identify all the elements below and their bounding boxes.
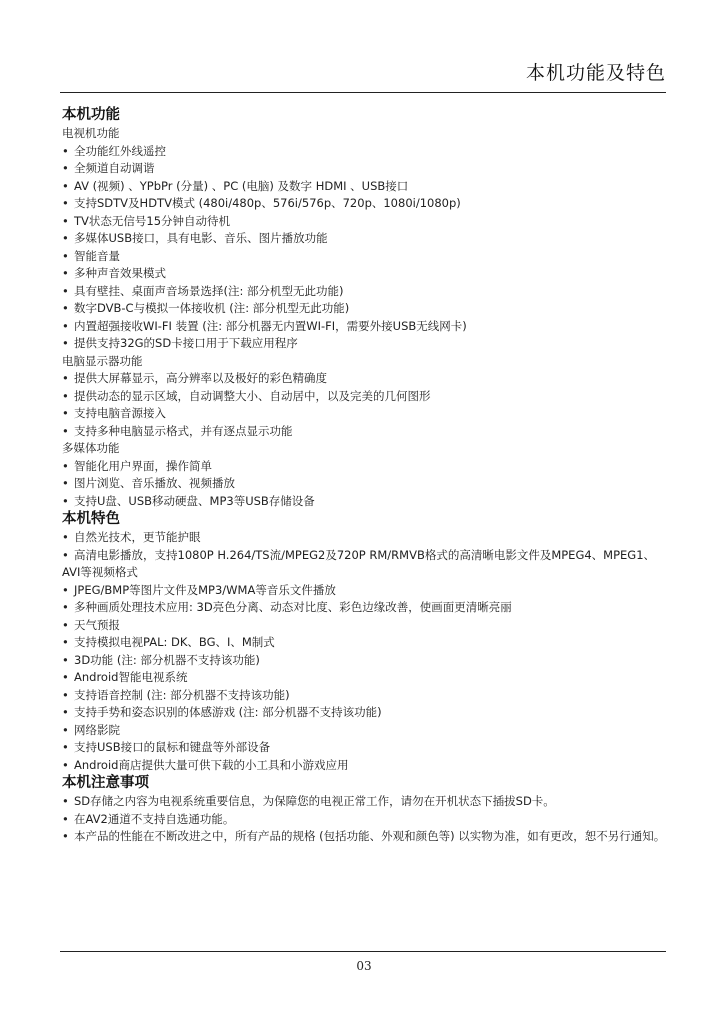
list-item: [62, 160, 666, 178]
list-item-text: 高清电影播放，支持1080P H.264/TS流/MPEG2及720P RM/RMVB格式的高清晰电影文件及MPEG4、MPEG1、AVI等视频格式: [62, 547, 656, 579]
list-item-text: 多种声音效果模式: [74, 266, 166, 280]
list-item: [62, 213, 666, 231]
list-item: [62, 230, 666, 248]
list-item-text: 网络影院: [74, 722, 120, 737]
list-item-text: 3D功能 (注: 部分机器不支持该功能): [74, 652, 260, 667]
list-item-text: 支持语音控制 (注: 部分机器不支持该功能): [74, 687, 290, 702]
bullet-icon: •: [62, 248, 69, 263]
feature-list: [62, 529, 666, 774]
bullet-icon: •: [62, 336, 69, 350]
list-item: [62, 669, 666, 687]
bullet-icon: •: [62, 670, 69, 684]
list-item-text: 支持多种电脑显示格式，并有逐点显示功能: [74, 423, 293, 438]
list-item-text: 图片浏览、音乐播放、视频播放: [74, 476, 235, 490]
list-item-text: 提供大屏幕显示，高分辨率以及极好的彩色精确度: [74, 371, 327, 385]
list-item: [62, 475, 666, 493]
list-item: [62, 195, 666, 213]
list-item: [62, 458, 666, 476]
list-item: [62, 265, 666, 283]
list-item: [62, 582, 666, 600]
header-divider: [60, 92, 666, 93]
bullet-icon: •: [62, 213, 69, 228]
list-item: [62, 493, 666, 511]
list-item: [62, 704, 666, 722]
list-item: [62, 300, 666, 318]
bullet-icon: •: [62, 617, 69, 632]
list-item: [62, 793, 666, 811]
subsection-tv: 电视机功能: [62, 126, 120, 140]
list-item: [62, 405, 666, 423]
bullet-icon: •: [62, 388, 69, 403]
list-item-text: 全功能红外线遥控: [74, 143, 166, 158]
list-item-text: 支持模拟电视PAL: DK、BG、I、M制式: [74, 635, 275, 649]
list-item: [62, 687, 666, 705]
list-item-text: 多媒体USB接口，具有电影、音乐、图片播放功能: [74, 231, 328, 245]
list-item-text: 多种画质处理技术应用: 3D亮色分离、动态对比度、彩色边缘改善，使画面更清晰亮丽: [74, 600, 512, 614]
list-item: [62, 423, 666, 441]
list-item-text: Android商店提供大量可供下载的小工具和小游戏应用: [74, 757, 349, 772]
page-header-title: 本机功能及特色: [525, 62, 666, 84]
bullet-icon: •: [62, 143, 69, 158]
list-item: [62, 283, 666, 301]
list-item: [62, 178, 666, 196]
list-item-text: 具有壁挂、桌面声音场景选择(注: 部分机型无此功能): [74, 283, 344, 298]
section-title-features: 本机特色: [62, 511, 120, 527]
bullet-icon: •: [62, 635, 69, 649]
list-item: [62, 370, 666, 388]
list-item-text: JPEG/BMP等图片文件及MP3/WMA等音乐文件播放: [74, 582, 336, 597]
notes-list: [62, 793, 666, 846]
list-item: [62, 143, 666, 161]
bullet-icon: •: [62, 582, 69, 597]
list-item-text: 自然光技术，更节能护眼: [74, 530, 201, 544]
bullet-icon: •: [62, 476, 69, 490]
list-item-text: 支持电脑音源接入: [74, 406, 166, 420]
tv-function-list: [62, 143, 666, 353]
bullet-icon: •: [62, 493, 69, 508]
multimedia-function-list: [62, 458, 666, 511]
list-item-text: 天气预报: [74, 617, 120, 632]
bullet-icon: •: [62, 530, 69, 544]
bullet-icon: •: [62, 196, 69, 210]
bullet-icon: •: [62, 740, 69, 754]
list-item-text: 数字DVB-C与模拟一体接收机 (注: 部分机型无此功能): [74, 301, 350, 315]
list-item-text: 提供动态的显示区域，自动调整大小、自动居中，以及完美的几何图形: [74, 388, 431, 403]
list-item: [62, 828, 666, 846]
bullet-icon: •: [62, 423, 69, 438]
bullet-icon: •: [62, 406, 69, 420]
page-content: [62, 106, 666, 846]
list-item: [62, 547, 666, 582]
list-item-text: 支持手势和姿态识别的体感游戏 (注: 部分机器不支持该功能): [74, 705, 382, 719]
list-item: [62, 811, 666, 829]
list-item: [62, 599, 666, 617]
list-item-text: 全频道自动调谐: [74, 161, 155, 175]
bullet-icon: •: [62, 266, 69, 280]
list-item-text: 支持U盘、USB移动硬盘、MP3等USB存储设备: [74, 493, 315, 508]
bullet-icon: •: [62, 371, 69, 385]
list-item: [62, 739, 666, 757]
bullet-icon: •: [62, 687, 69, 702]
list-item-text: TV状态无信号15分钟自动待机: [74, 213, 231, 228]
bullet-icon: •: [62, 231, 69, 245]
list-item-text: 本产品的性能在不断改进之中，所有产品的规格 (包括功能、外观和颜色等) 以实物为准，如有更改，恕不另行通知。: [74, 829, 666, 843]
list-item-text: 智能音量: [74, 248, 120, 263]
bullet-icon: •: [62, 722, 69, 737]
page-number: 03: [356, 959, 372, 973]
list-item-text: AV (视频) 、YPbPr (分量) 、PC (电脑) 及数字 HDMI 、USB接口: [74, 178, 409, 193]
section-title-functions: 本机功能: [62, 107, 120, 123]
bullet-icon: •: [62, 811, 69, 826]
list-item: [62, 318, 666, 336]
bullet-icon: •: [62, 705, 69, 719]
bullet-icon: •: [62, 161, 69, 175]
list-item: [62, 617, 666, 635]
list-item-text: 内置超强接收WI-FI 装置 (注: 部分机器无内置WI-FI，需要外接USB无线网卡): [74, 318, 467, 333]
list-item: [62, 248, 666, 266]
pc-function-list: [62, 370, 666, 440]
bullet-icon: •: [62, 318, 69, 333]
list-item-text: SD存储之内容为电视系统重要信息，为保障您的电视正常工作，请勿在开机状态下插拔SD卡。: [74, 794, 555, 808]
list-item-text: 提供支持32G的SD卡接口用于下载应用程序: [74, 336, 298, 350]
subsection-multimedia: 多媒体功能: [62, 441, 120, 455]
list-item-text: 智能化用户界面，操作简单: [74, 458, 212, 473]
bullet-icon: •: [62, 652, 69, 667]
bullet-icon: •: [62, 283, 69, 298]
bullet-icon: •: [62, 829, 69, 843]
list-item: [62, 722, 666, 740]
list-item: [62, 388, 666, 406]
subsection-pc: 电脑显示器功能: [62, 353, 143, 368]
list-item: [62, 335, 666, 353]
list-item: [62, 652, 666, 670]
list-item-text: Android智能电视系统: [74, 670, 188, 684]
section-title-notes: 本机注意事项: [62, 775, 149, 791]
list-item-text: 在AV2通道不支持自选通功能。: [74, 811, 235, 826]
bullet-icon: •: [62, 178, 69, 193]
list-item: [62, 757, 666, 775]
bullet-icon: •: [62, 547, 69, 562]
bullet-icon: •: [62, 301, 69, 315]
list-item: [62, 529, 666, 547]
list-item-text: 支持SDTV及HDTV模式 (480i/480p、576i/576p、720p、1080i/1080p): [74, 196, 461, 210]
list-item: [62, 634, 666, 652]
bullet-icon: •: [62, 757, 69, 772]
bullet-icon: •: [62, 458, 69, 473]
list-item-text: 支持USB接口的鼠标和键盘等外部设备: [74, 740, 271, 754]
bullet-icon: •: [62, 794, 69, 808]
footer-divider: [60, 951, 666, 952]
bullet-icon: •: [62, 600, 69, 614]
